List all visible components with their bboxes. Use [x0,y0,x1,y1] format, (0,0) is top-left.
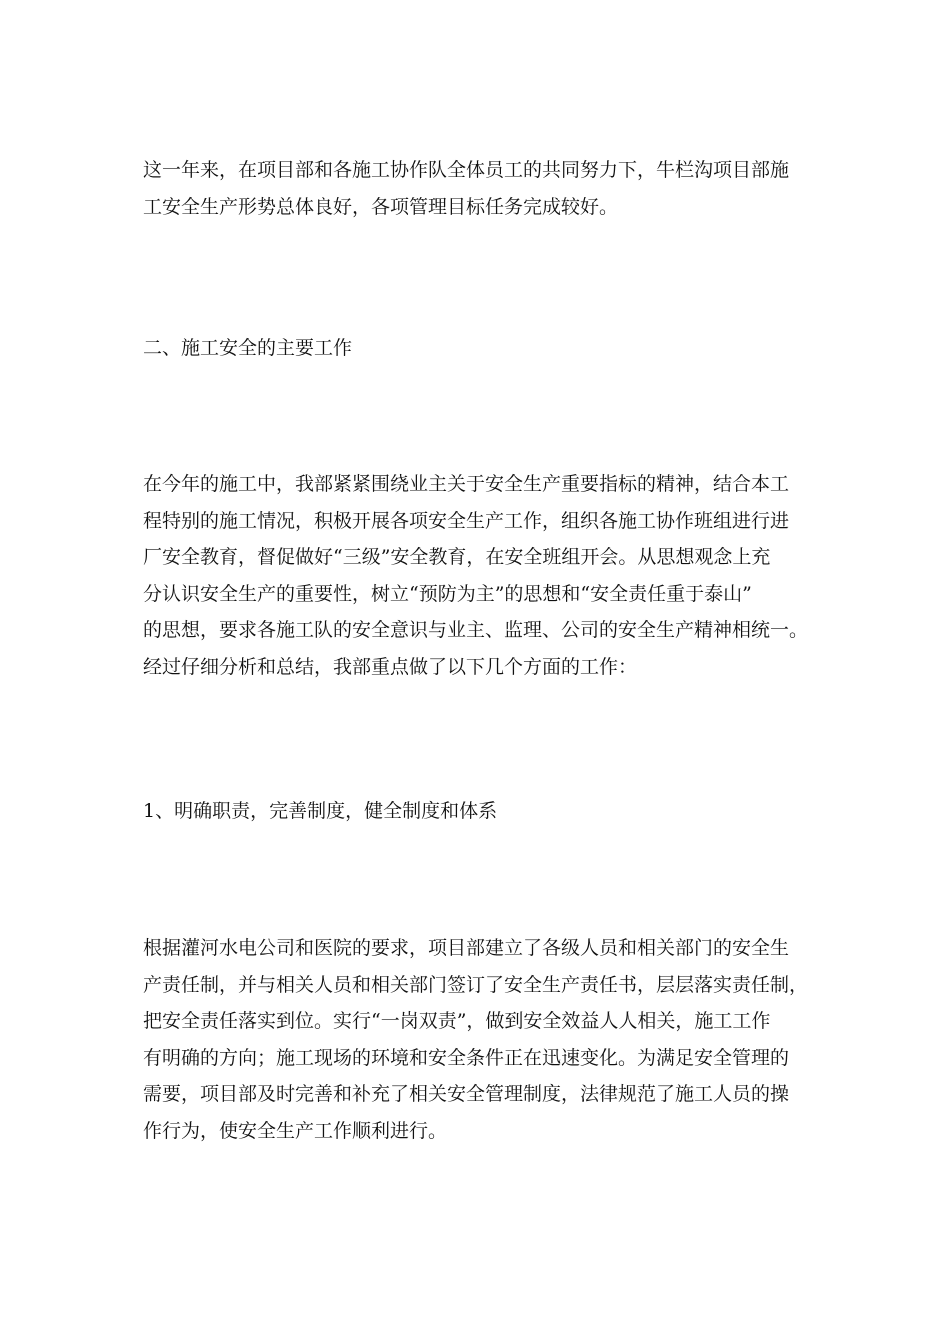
paragraph-line: 工安全生产形势总体良好，各项管理目标任务完成较好。 [143,195,619,218]
paragraph-summary [143,152,813,225]
paragraph-line: 程特别的施工情况，积极开展各项安全生产工作，组织各施工协作班组进行进 [143,509,790,532]
paragraph-construction [143,466,813,686]
heading-text: 1、明确职责，完善制度，健全制度和体系 [143,800,498,822]
heading-text: 二、施工安全的主要工作 [143,337,353,359]
paragraph-line: 把安全责任落实到位。实行“一岗双责”，做到安全效益人人相关，施工工作 [143,1010,771,1033]
paragraph-line: 在今年的施工中，我部紧紧围绕业主关于安全生产重要指标的精神，结合本工 [143,473,790,495]
paragraph-responsibility-system [143,930,813,1150]
paragraph-line: 厂安全教育，督促做好“三级”安全教育，在安全班组开会。从思想观念上充 [143,546,771,569]
paragraph-line: 有明确的方向；施工现场的环境和安全条件正在迅速变化。为满足安全管理的 [143,1046,790,1069]
paragraph-line: 经过仔细分析和总结，我部重点做了以下几个方面的工作： [143,655,638,678]
paragraph-line: 作行为，使安全生产工作顺利进行。 [143,1119,448,1142]
paragraph-line: 产责任制，并与相关人员和相关部门签订了安全生产责任书，层层落实责任制， [143,973,809,996]
section-heading-responsibilities [143,793,813,830]
paragraph-line: 根据灌河水电公司和医院的要求，项目部建立了各级人员和相关部门的安全生 [143,937,790,959]
paragraph-line: 需要，项目部及时完善和补充了相关安全管理制度，法律规范了施工人员的操 [143,1083,790,1106]
paragraph-line: 分认识安全生产的重要性，树立“预防为主”的思想和“安全责任重于泰山” [143,582,752,605]
paragraph-line: 这一年来，在项目部和各施工协作队全体员工的共同努力下，牛栏沟项目部施 [143,159,790,181]
paragraph-line: 的思想，要求各施工队的安全意识与业主、监理、公司的安全生产精神相统一。 [143,619,809,642]
section-heading-main-work [143,330,813,367]
